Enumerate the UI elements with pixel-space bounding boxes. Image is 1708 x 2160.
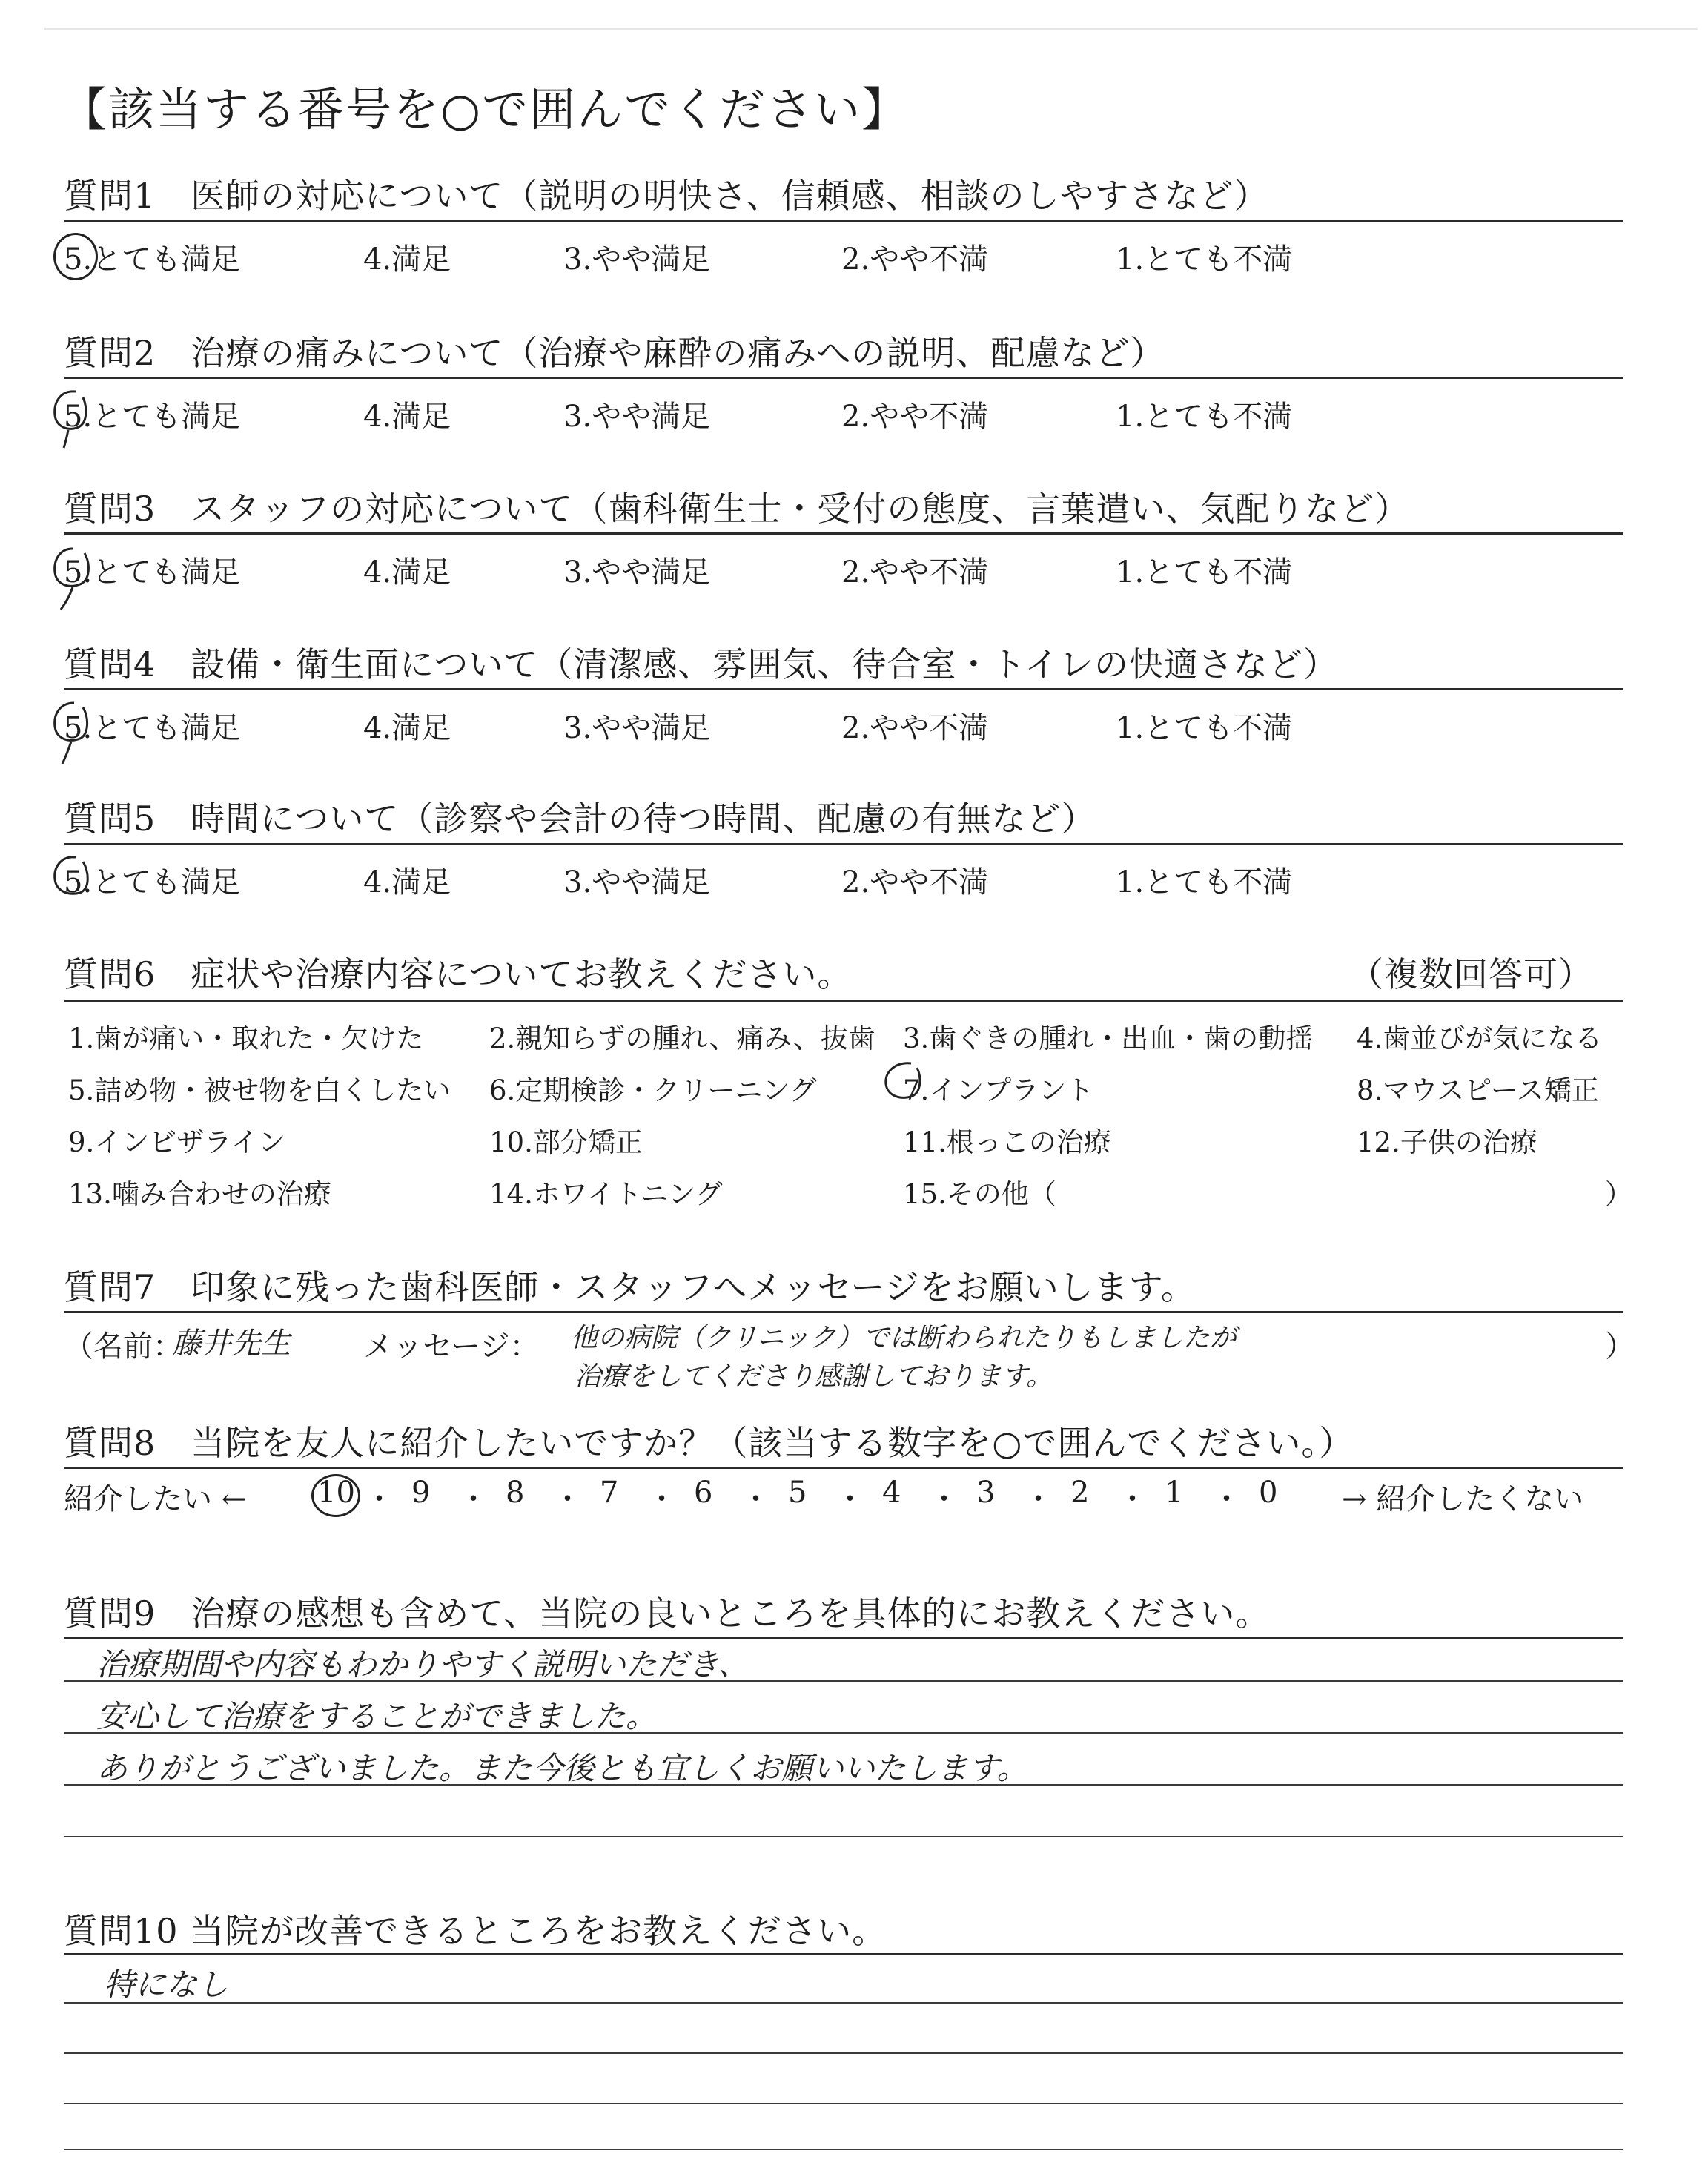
scale-value-9[interactable]: 9 xyxy=(411,1476,431,1510)
option-2[interactable]: 2.やや不満 xyxy=(841,555,989,589)
option-5[interactable]: 5.とても満足 xyxy=(64,400,241,434)
option-2[interactable]: 2.やや不満 xyxy=(841,400,989,434)
message-line-1[interactable]: 他の病院（クリニック）では断わられたりもしましたが xyxy=(571,1323,1237,1353)
option-1[interactable]: 1.とても不満 xyxy=(1116,400,1293,434)
q6-option-6[interactable]: 6.定期検診・クリーニング xyxy=(489,1074,817,1106)
name-value[interactable]: 藤井先生 xyxy=(172,1327,291,1361)
option-3[interactable]: 3.やや満足 xyxy=(563,242,711,277)
divider xyxy=(64,1311,1623,1313)
selection-circle xyxy=(53,233,98,280)
answer-line xyxy=(64,2149,1623,2150)
option-4[interactable]: 4.満足 xyxy=(363,242,451,277)
option-2[interactable]: 2.やや不満 xyxy=(841,242,989,277)
q6-option-8[interactable]: 8.マウスピース矯正 xyxy=(1357,1074,1599,1106)
option-4[interactable]: 4.満足 xyxy=(363,865,451,899)
answer-line-3[interactable]: ありがとうございました。また今後とも宜しくお願いいたします。 xyxy=(96,1750,1028,1786)
answer-line-2[interactable]: 安心して治療をすることができました。 xyxy=(96,1698,658,1734)
option-1[interactable]: 1.とても不満 xyxy=(1116,865,1293,899)
option-2[interactable]: 2.やや不満 xyxy=(841,865,989,899)
q6-option-1[interactable]: 1.歯が痛い・取れた・欠けた xyxy=(68,1023,424,1054)
divider xyxy=(64,1467,1623,1469)
selection-circle xyxy=(46,697,113,771)
q6-option-14[interactable]: 14.ホワイトニング xyxy=(489,1178,723,1210)
scale-right-label: → 紹介したくない xyxy=(1342,1482,1584,1516)
scale-separator: ・ xyxy=(364,1482,394,1516)
option-1[interactable]: 1.とても不満 xyxy=(1116,555,1293,589)
selection-circle xyxy=(46,386,105,452)
answer-line xyxy=(64,2103,1623,2104)
option-5[interactable]: 5.とても満足 xyxy=(64,242,241,277)
answer-line xyxy=(64,2052,1623,2054)
divider xyxy=(64,1000,1623,1002)
selection-circle xyxy=(46,851,105,911)
question-title: 質問7 印象に残った歯科医師・スタッフへメッセージをお願いします。 xyxy=(64,1267,1196,1307)
option-5[interactable]: 5.とても満足 xyxy=(64,555,241,589)
scale-separator: ・ xyxy=(1023,1482,1053,1516)
selection-circle xyxy=(311,1474,360,1517)
option-4[interactable]: 4.満足 xyxy=(363,400,451,434)
q6-option-5[interactable]: 5.詰め物・被せ物を白くしたい xyxy=(68,1074,451,1106)
option-3[interactable]: 3.やや満足 xyxy=(563,400,711,434)
answer-line-1[interactable]: 治療期間や内容もわかりやすく説明いただき、 xyxy=(96,1646,749,1682)
scale-separator: ・ xyxy=(458,1482,489,1516)
divider xyxy=(64,1637,1623,1639)
q6-option-12[interactable]: 12.子供の治療 xyxy=(1357,1126,1537,1158)
multiple-answer-note: （複数回答可） xyxy=(1349,954,1593,994)
q6-option-15[interactable]: 15.その他（ xyxy=(903,1178,1056,1210)
question-title: 質問9 治療の感想も含めて、当院の良いところを具体的にお教えください。 xyxy=(64,1593,1271,1634)
scale-value-10[interactable]: 10 xyxy=(317,1476,355,1510)
question-title: 質問4 設備・衛生面について（清潔感、雰囲気、待合室・トイレの快適さなど） xyxy=(64,644,1339,684)
scale-separator: ・ xyxy=(835,1482,865,1516)
option-3[interactable]: 3.やや満足 xyxy=(563,711,711,745)
divider xyxy=(64,1953,1623,1955)
top-border xyxy=(44,28,1698,30)
option-3[interactable]: 3.やや満足 xyxy=(563,865,711,899)
option-4[interactable]: 4.満足 xyxy=(363,555,451,589)
option-1[interactable]: 1.とても不満 xyxy=(1116,242,1293,277)
scale-value-6[interactable]: 6 xyxy=(694,1476,713,1510)
option-2[interactable]: 2.やや不満 xyxy=(841,711,989,745)
divider xyxy=(64,843,1623,845)
q6-option-10[interactable]: 10.部分矯正 xyxy=(489,1126,643,1158)
scale-value-0[interactable]: 0 xyxy=(1259,1476,1278,1510)
divider xyxy=(64,688,1623,690)
q6-option-7[interactable]: 7.インプラント xyxy=(903,1074,1094,1106)
option-1[interactable]: 1.とても不満 xyxy=(1116,711,1293,745)
answer-line xyxy=(64,1836,1623,1837)
option-5[interactable]: 5.とても満足 xyxy=(64,711,241,745)
question-title: 質問10 当院が改善できるところをお教えください。 xyxy=(64,1911,887,1951)
option-5[interactable]: 5.とても満足 xyxy=(64,865,241,899)
message-close-paren: ） xyxy=(1605,1330,1635,1364)
selection-circle xyxy=(878,1059,938,1111)
question-title: 質問6 症状や治療内容についてお教えください。 xyxy=(64,954,853,994)
scale-left-label: 紹介したい ← xyxy=(64,1482,247,1516)
divider xyxy=(64,377,1623,379)
selection-circle xyxy=(46,541,113,615)
divider xyxy=(64,532,1623,535)
scale-value-3[interactable]: 3 xyxy=(976,1476,996,1510)
q6-option-13[interactable]: 13.噛み合わせの治療 xyxy=(68,1178,331,1210)
question-title: 質問8 当院を友人に紹介したいですか？（該当する数字を○で囲んでください。） xyxy=(64,1423,1354,1463)
scale-value-1[interactable]: 1 xyxy=(1165,1476,1184,1510)
question-title: 質問1 医師の対応について（説明の明快さ、信頼感、相談のしやすさなど） xyxy=(64,176,1269,216)
scale-value-2[interactable]: 2 xyxy=(1070,1476,1090,1510)
name-label: （名前： xyxy=(64,1330,182,1364)
q6-option-9[interactable]: 9.インビザライン xyxy=(68,1126,286,1158)
q6-option-2[interactable]: 2.親知らずの腫れ、痛み、抜歯 xyxy=(489,1023,875,1054)
question-title: 質問3 スタッフの対応について（歯科衛生士・受付の態度、言葉遣い、気配りなど） xyxy=(64,489,1410,529)
message-label: メッセージ： xyxy=(363,1330,540,1364)
option-4[interactable]: 4.満足 xyxy=(363,711,451,745)
scale-separator: ・ xyxy=(552,1482,583,1516)
scale-separator: ・ xyxy=(1117,1482,1148,1516)
answer-line-1[interactable]: 特になし xyxy=(104,1966,229,2003)
q6-option-3[interactable]: 3.歯ぐきの腫れ・出血・歯の動揺 xyxy=(903,1023,1314,1054)
answer-line xyxy=(64,2002,1623,2004)
scale-separator: ・ xyxy=(1211,1482,1242,1516)
option-3[interactable]: 3.やや満足 xyxy=(563,555,711,589)
scale-value-8[interactable]: 8 xyxy=(506,1476,525,1510)
scale-value-4[interactable]: 4 xyxy=(882,1476,901,1510)
divider xyxy=(64,220,1623,222)
scale-value-5[interactable]: 5 xyxy=(788,1476,807,1510)
scale-separator: ・ xyxy=(646,1482,677,1516)
q6-option-4[interactable]: 4.歯並びが気になる xyxy=(1357,1023,1603,1054)
message-line-2[interactable]: 治療をしてくださり感謝しております。 xyxy=(575,1361,1053,1392)
question-title: 質問2 治療の痛みについて（治療や麻酔の痛みへの説明、配慮など） xyxy=(64,333,1165,373)
page-header: 【該当する番号を○で囲んでください】 xyxy=(61,82,910,136)
scale-value-7[interactable]: 7 xyxy=(600,1476,619,1510)
question-title: 質問5 時間について（診察や会計の待つ時間、配慮の有無など） xyxy=(64,799,1096,839)
q6-other-close-paren: ） xyxy=(1605,1178,1632,1210)
q6-option-11[interactable]: 11.根っこの治療 xyxy=(903,1126,1111,1158)
scale-separator: ・ xyxy=(929,1482,959,1516)
scale-separator: ・ xyxy=(741,1482,771,1516)
